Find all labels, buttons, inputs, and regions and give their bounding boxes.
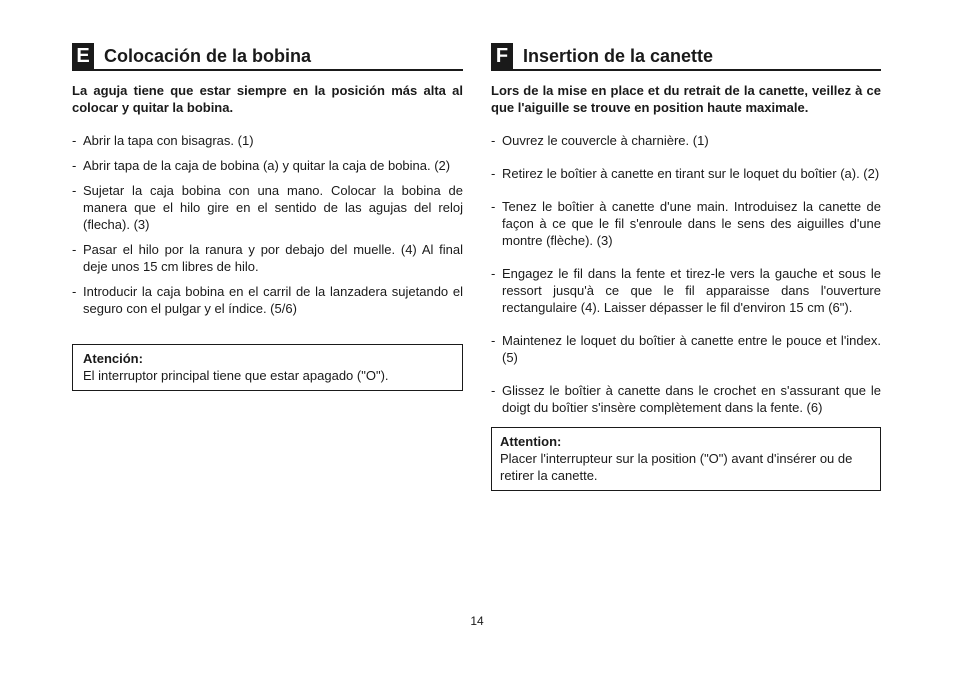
intro-warning: Lors de la mise en place et du retrait de la canette, veillez à ce que l'aiguille se trouve en position haute maximale. (491, 83, 881, 115)
spanish-section (72, 42, 463, 391)
instruction-list (72, 132, 463, 317)
list-item: - Retirez le boîtier à canette en tirant sur le loquet du boîtier (a). (2) (491, 165, 881, 182)
attention-title: Atención: (83, 351, 143, 366)
language-badge-f: F (491, 43, 513, 69)
attention-box (491, 427, 881, 491)
section-heading (491, 42, 881, 71)
language-badge-e: E (72, 43, 94, 69)
list-item: - Glissez le boîtier à canette dans le crochet en s'assurant que le doigt du boîtier s'insère complètement dans la fente. (6) (491, 382, 881, 416)
attention-text: Placer l'interrupteur sur la position ("O") avant d'insérer ou de retirer la canette. (500, 451, 853, 483)
list-item: - Ouvrez le couvercle à charnière. (1) (491, 132, 881, 149)
attention-title: Attention: (500, 434, 562, 449)
list-item: - Engagez le fil dans la fente et tirez-le vers la gauche et sous le ressort jusqu'à ce que le fil apparaisse dans l'ouverture rectangulaire (4). Laisser dépasser le fil d'environ 15 cm (6"). (491, 265, 881, 316)
intro-warning: La aguja tiene que estar siempre en la posición más alta al colocar y quitar la bobina. (72, 83, 463, 115)
attention-text: El interruptor principal tiene que estar apagado ("O"). (83, 368, 389, 383)
list-item: - Tenez le boîtier à canette d'une main. Introduisez la canette de façon à ce que le fil s'enroule dans le sens des aiguilles d'une montre (flèche). (3) (491, 198, 881, 249)
section-title: Colocación de la bobina (104, 46, 312, 66)
section-heading (72, 42, 463, 71)
page-number: 14 (470, 614, 484, 628)
french-section (491, 42, 881, 491)
list-item: - Abrir tapa de la caja de bobina (a) y quitar la caja de bobina. (2) (72, 157, 463, 174)
list-item: - Pasar el hilo por la ranura y por debajo del muelle. (4) Al final deje unos 15 cm libres de hilo. (72, 241, 463, 275)
attention-box (72, 344, 463, 391)
list-item: - Introducir la caja bobina en el carril de la lanzadera sujetando el seguro con el pulgar y el índice. (5/6) (72, 283, 463, 317)
list-item: - Sujetar la caja bobina con una mano. Colocar la bobina de manera que el hilo gire en el sentido de las agujas del reloj (flecha). (3) (72, 182, 463, 233)
list-item: - Maintenez le loquet du boîtier à canette entre le pouce et l'index. (5) (491, 332, 881, 366)
list-item: - Abrir la tapa con bisagras. (1) (72, 132, 463, 149)
instruction-list (491, 132, 881, 416)
section-title: Insertion de la canette (523, 46, 714, 66)
